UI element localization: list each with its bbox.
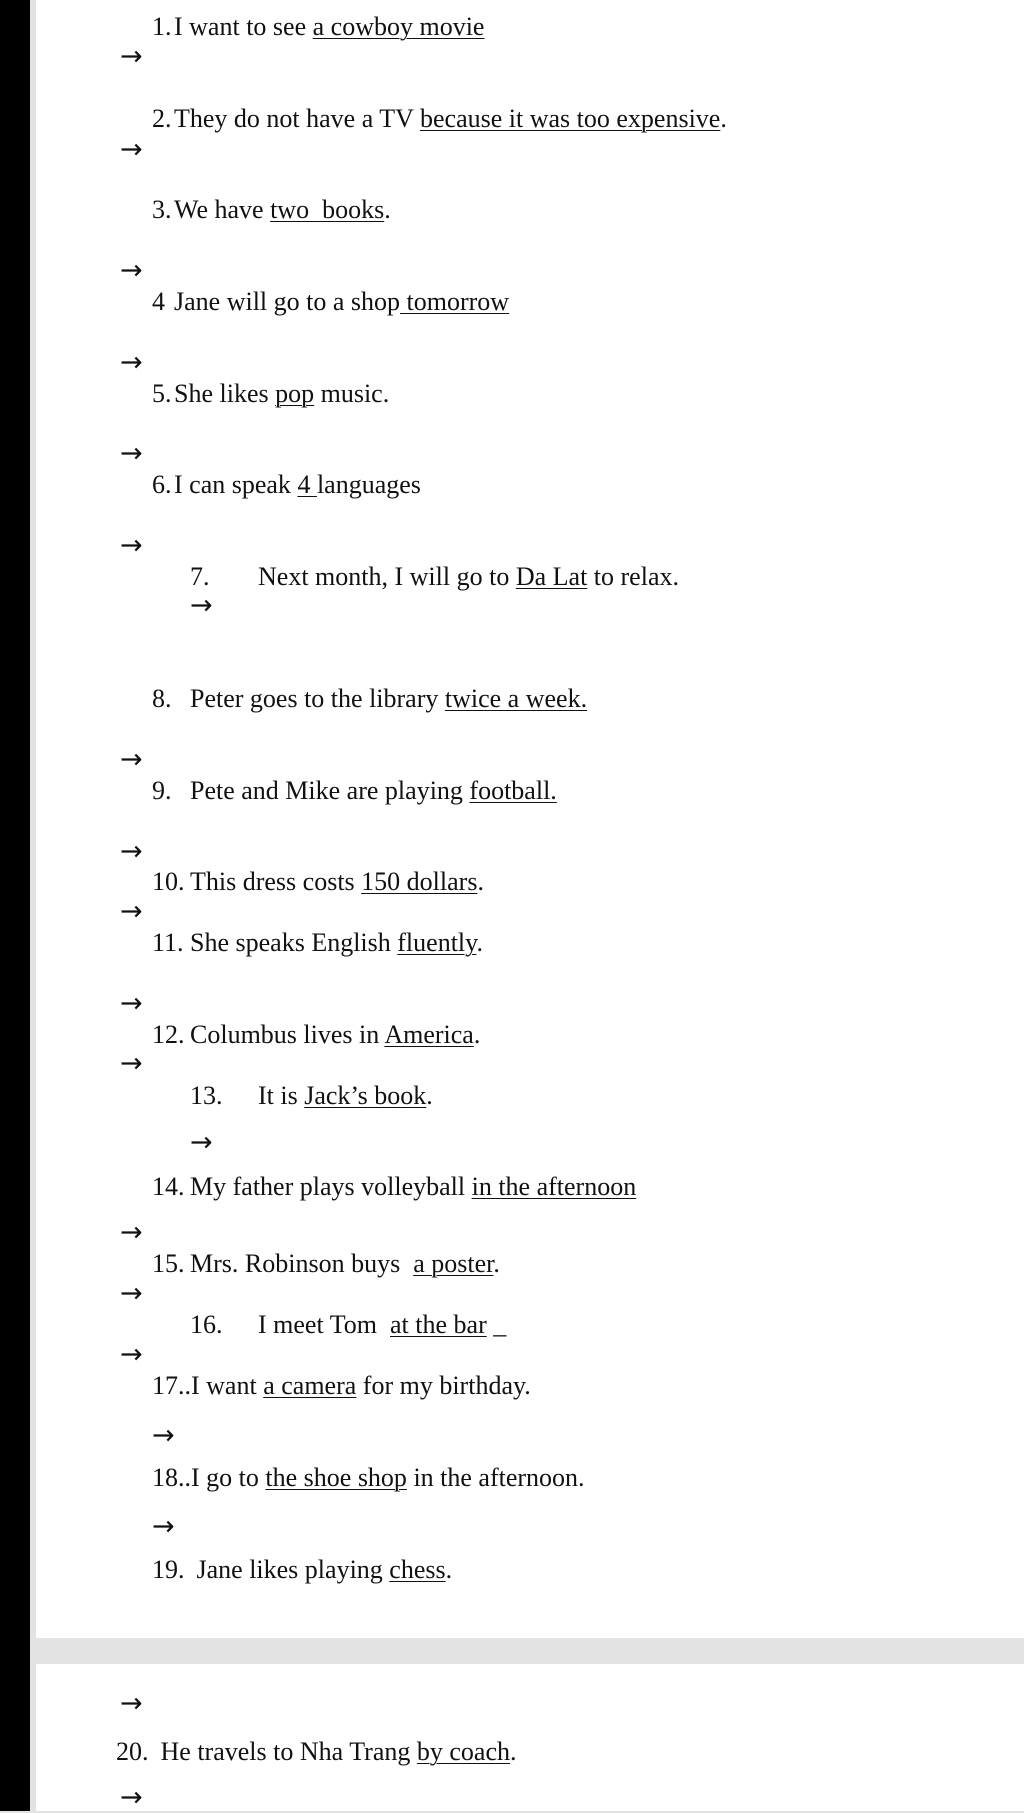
sentence-text: I go to — [191, 1463, 266, 1492]
sentence-tail: _ — [486, 1310, 507, 1339]
underlined-phrase: fluently — [397, 928, 477, 957]
exercise-sentence — [190, 1312, 506, 1338]
sentence-text: Jane will go to a shop — [174, 287, 401, 316]
exercise-sentence — [152, 197, 391, 223]
arrow-icon: → — [120, 255, 143, 286]
exercise-sentence — [152, 472, 421, 498]
exercise-sentence — [152, 1465, 585, 1491]
exercise-sentence — [152, 686, 587, 712]
item-number: 1. — [152, 12, 172, 41]
sentence-text: This dress costs — [190, 867, 362, 896]
exercise-sentence — [190, 1083, 433, 1109]
arrow-icon: → — [120, 744, 143, 775]
item-number: 9. — [152, 776, 172, 805]
sentence-text: Columbus lives in — [190, 1020, 385, 1049]
underlined-phrase: a camera — [263, 1371, 357, 1400]
arrow-icon: → — [120, 347, 143, 378]
exercise-sentence — [152, 106, 727, 132]
sentence-tail: for my birthday. — [356, 1371, 531, 1400]
arrow-icon: → — [120, 1048, 143, 1079]
underlined-phrase: two books — [270, 195, 385, 224]
underlined-phrase: 150 dollars — [361, 867, 478, 896]
sentence-tail: . — [473, 1020, 481, 1049]
sentence-text: My father plays volleyball — [190, 1172, 472, 1201]
underlined-phrase: America — [384, 1020, 474, 1049]
exercise-sentence — [152, 869, 484, 895]
sentence-tail: languages — [316, 470, 421, 499]
item-number: 17.. — [152, 1371, 191, 1400]
exercise-sentence — [152, 778, 557, 804]
sentence-text: Jane likes playing — [190, 1555, 390, 1584]
exercise-sentence — [152, 1174, 636, 1200]
arrow-icon: → — [120, 530, 143, 561]
sentence-text: Pete and Mike are playing — [190, 776, 470, 805]
underlined-phrase: football. — [469, 776, 557, 805]
sentence-text: Mrs. Robinson buys — [190, 1249, 414, 1278]
exercise-sentence — [152, 14, 484, 40]
arrow-icon: → — [120, 988, 143, 1019]
sentence-text: Peter goes to the library — [190, 684, 445, 713]
left-window-edge — [0, 0, 30, 1811]
sentence-tail: . — [477, 867, 484, 896]
sentence-tail: . — [493, 1249, 500, 1278]
sentence-text: She likes — [174, 379, 276, 408]
sentence-text: Next month, I will go to — [258, 562, 516, 591]
sentence-text: It is — [258, 1081, 305, 1110]
underlined-phrase: Da Lat — [515, 562, 588, 591]
exercise-sentence — [152, 1022, 480, 1048]
underlined-phrase: the shoe shop — [265, 1463, 407, 1492]
sentence-text: I want — [191, 1371, 264, 1400]
item-number: 8. — [152, 684, 172, 713]
item-number: 20. — [116, 1737, 149, 1766]
item-number: 15. — [152, 1249, 185, 1278]
arrow-icon: → — [120, 1339, 143, 1370]
item-number: 2. — [152, 104, 172, 133]
sentence-tail: in the afternoon. — [406, 1463, 585, 1492]
underlined-phrase: pop — [275, 379, 315, 408]
arrow-icon: → — [152, 1511, 175, 1542]
underlined-phrase: in the afternoon — [471, 1172, 637, 1201]
exercise-sentence — [152, 289, 509, 315]
sentence-tail: music. — [314, 379, 390, 408]
arrow-icon: → — [120, 134, 143, 165]
sentence-tail: . — [509, 1737, 517, 1766]
underlined-phrase: a cowboy movie — [312, 12, 485, 41]
exercise-sentence — [116, 1739, 516, 1765]
sentence-text: He travels to Nha Trang — [154, 1737, 417, 1766]
sentence-text: They do not have a TV — [174, 104, 420, 133]
arrow-icon: → — [120, 438, 143, 469]
arrow-icon: → — [120, 836, 143, 867]
arrow-icon: → — [190, 1127, 213, 1158]
item-number: 11. — [152, 928, 184, 957]
arrow-icon: → — [152, 1420, 175, 1451]
underlined-phrase: twice a week. — [444, 684, 588, 713]
underlined-phrase: Jack’s book — [304, 1081, 427, 1110]
arrow-icon: → — [120, 1278, 143, 1309]
exercise-sentence — [190, 564, 679, 590]
item-number: 7. — [190, 562, 210, 591]
item-number: 13. — [190, 1081, 223, 1110]
item-number: 19. — [152, 1555, 185, 1584]
exercise-sentence — [152, 1373, 531, 1399]
item-number: 16. — [190, 1310, 223, 1339]
item-number: 6. — [152, 470, 172, 499]
sentence-tail: . — [426, 1081, 433, 1110]
sentence-tail: . — [384, 195, 391, 224]
sentence-tail: to relax. — [587, 562, 679, 591]
underlined-phrase: at the bar — [390, 1310, 487, 1339]
underlined-phrase: by coach — [416, 1737, 510, 1766]
exercise-sentence — [152, 381, 389, 407]
item-number: 3. — [152, 195, 172, 224]
exercise-sentence — [152, 1557, 452, 1583]
item-number: 5. — [152, 379, 172, 408]
item-number: 14. — [152, 1172, 185, 1201]
sentence-tail: . — [445, 1555, 453, 1584]
arrow-icon: → — [120, 1217, 143, 1248]
sentence-text: We have — [174, 195, 271, 224]
item-number: 10. — [152, 867, 185, 896]
arrow-icon: → — [190, 590, 213, 621]
underlined-phrase: because it was too expensive — [419, 104, 721, 133]
exercise-sentence — [152, 1251, 500, 1277]
sentence-tail: . — [476, 928, 483, 957]
arrow-icon: → — [120, 1782, 143, 1813]
arrow-icon: → — [120, 896, 143, 927]
arrow-icon: → — [120, 41, 143, 72]
sentence-text: She speaks English — [190, 928, 398, 957]
underlined-phrase: tomorrow — [400, 287, 510, 316]
sentence-tail: . — [720, 104, 727, 133]
underlined-phrase: a poster — [413, 1249, 494, 1278]
sentence-text: I can speak — [174, 470, 298, 499]
item-number: 12. — [152, 1020, 185, 1049]
exercise-sentence — [152, 930, 483, 956]
sentence-text: I meet Tom — [258, 1310, 391, 1339]
underlined-phrase: chess — [389, 1555, 446, 1584]
item-number: 18.. — [152, 1463, 191, 1492]
underlined-phrase: 4 — [297, 470, 317, 499]
sentence-text: I want to see — [174, 12, 313, 41]
arrow-icon: → — [120, 1688, 143, 1719]
item-number: 4 — [152, 287, 165, 316]
